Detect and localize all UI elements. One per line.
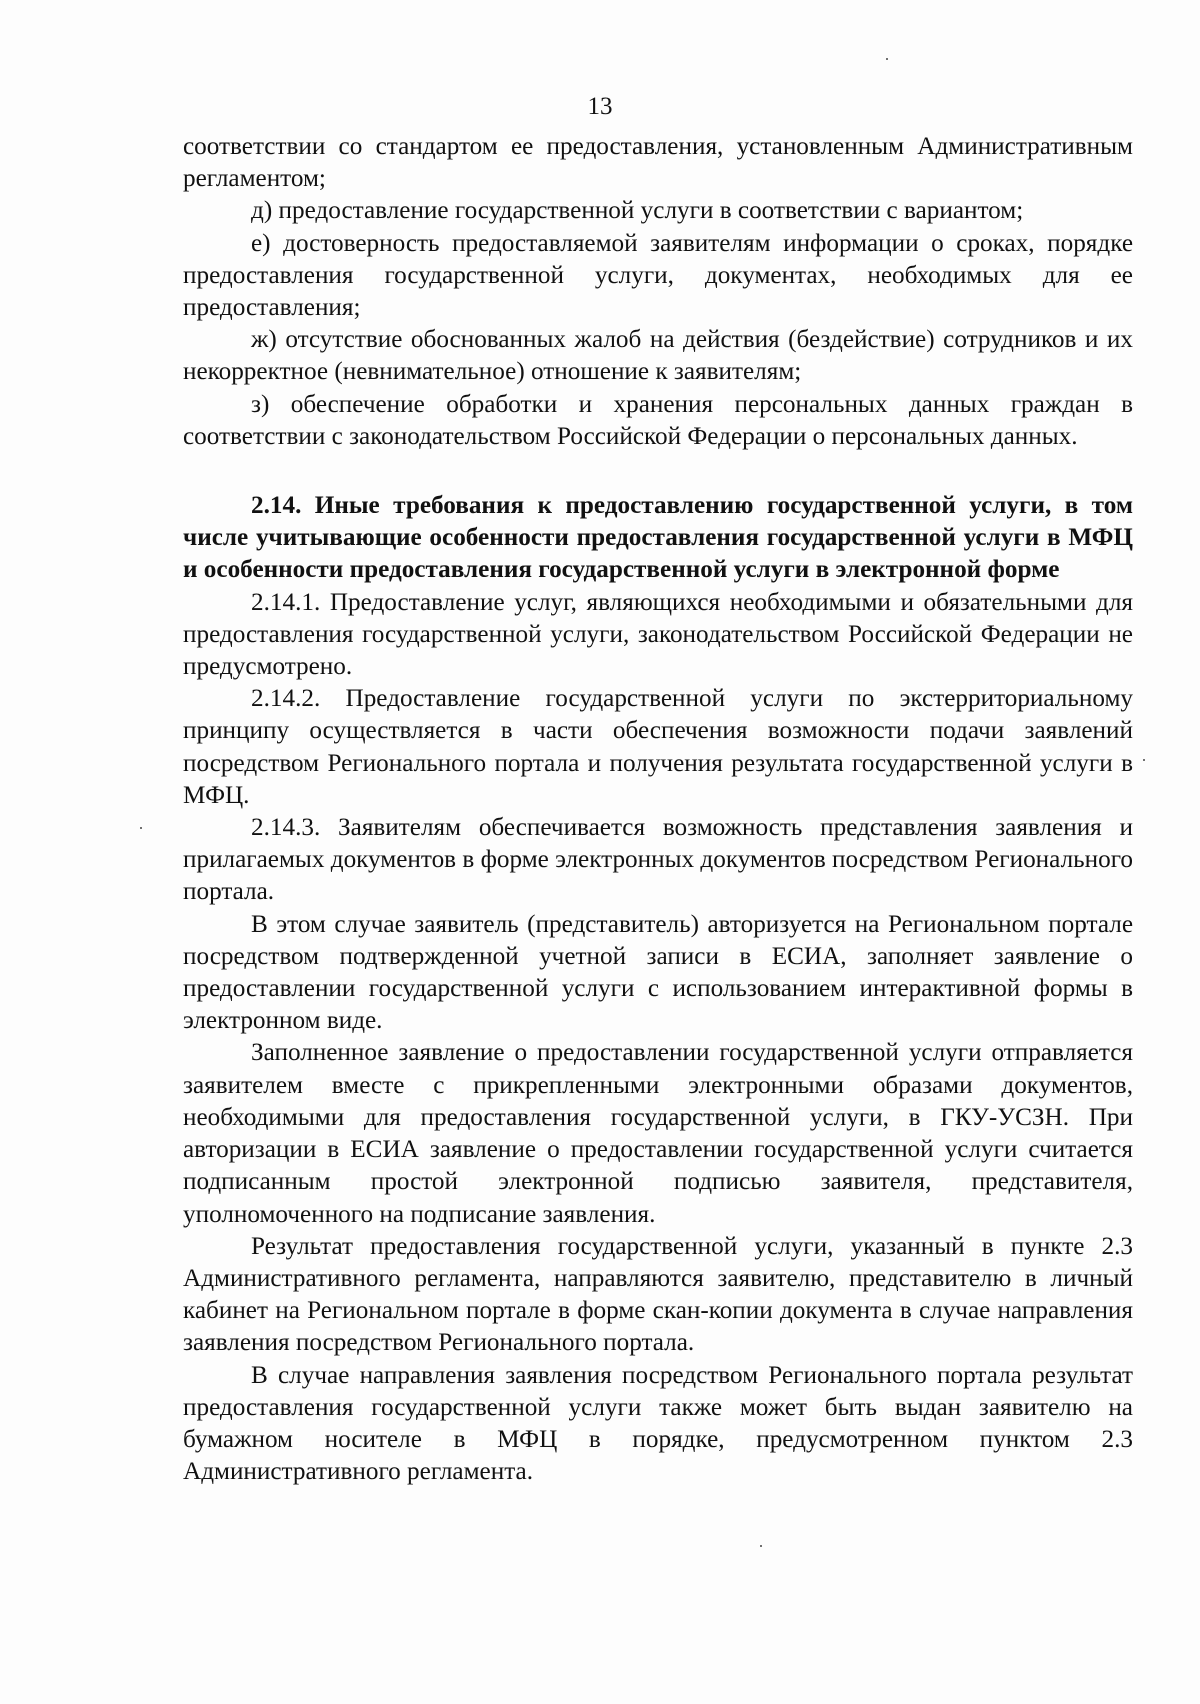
list-item-z: з) обеспечение обработки и хранения персональных данных граждан в соответствии с законодательством Российской Федерации о персональных данных. xyxy=(183,390,1133,450)
clause-2-14-3: 2.14.3. Заявителям обеспечивается возможность представления заявления и прилагаемых документов в форме электронных документов посредством Регионального портала. xyxy=(183,814,1133,906)
scan-speck xyxy=(760,1545,762,1547)
scan-speck xyxy=(1143,759,1145,761)
section-heading: 2.14. Иные требования к предоставлению государственной услуги, в том числе учитывающие особенности предоставления государственной услуги в МФЦ и особенности предоставления государственной услуги в электронной форме xyxy=(183,492,1133,584)
paragraph-paper-result: В случае направления заявления посредством Регионального портала результат предоставления государственной услуги также может быть выдан заявителю на бумажном носителе в МФЦ в порядке, предусмотренном пунктом 2.3 Административного регламента. xyxy=(183,1361,1133,1486)
paragraph-submission: Заполненное заявление о предоставлении государственной услуги отправляется заявителем вместе с прикрепленными электронными образами документов, необходимыми для предоставления государственной услуги, в ГКУ-УСЗН. При авторизации в ЕСИА заявление о предоставлении государственной услуги считается подписанным простой электронной подписью заявителя, представителя, уполномоченного на подписание заявления. xyxy=(183,1039,1133,1228)
list-item-d: д) предоставление государственной услуги в соответствии с вариантом; xyxy=(251,197,1024,225)
scan-speck xyxy=(140,827,142,829)
list-item-e: е) достоверность предоставляемой заявителям информации о сроках, порядке предоставления государственной услуги, документах, необходимых для ее предоставления; xyxy=(183,229,1133,322)
page-number: 13 xyxy=(587,93,613,120)
scan-speck xyxy=(886,58,888,60)
clause-2-14-1: 2.14.1. Предоставление услуг, являющихся необходимыми и обязательными для предоставления государственной услуги, законодательством Российской Федерации не предусмотрено. xyxy=(183,588,1133,681)
list-item-zh: ж) отсутствие обоснованных жалоб на действия (бездействие) сотрудников и их некорректное (невнимательное) отношение к заявителям; xyxy=(183,326,1133,386)
paragraph-continuation: соответствии со стандартом ее предоставления, установленным Административным регламентом; xyxy=(183,133,1133,193)
document-body xyxy=(183,131,1133,1488)
paragraph-authorization: В этом случае заявитель (представитель) авторизуется на Региональном портале посредством подтвержденной учетной записи в ЕСИА, заполняет заявление о предоставлении государственной услуги с использованием интерактивной формы в электронном виде. xyxy=(183,910,1133,1035)
clause-2-14-2: 2.14.2. Предоставление государственной услуги по экстерриториальному принципу осуществляется в части обеспечения возможности подачи заявлений посредством Регионального портала и получения результата государственной услуги в МФЦ. xyxy=(183,685,1133,809)
paragraph-result: Результат предоставления государственной услуги, указанный в пункте 2.3 Административного регламента, направляются заявителю, представителю в личный кабинет на Региональном портале в форме скан-копии документа в случае направления заявления посредством Регионального портала. xyxy=(183,1232,1133,1357)
